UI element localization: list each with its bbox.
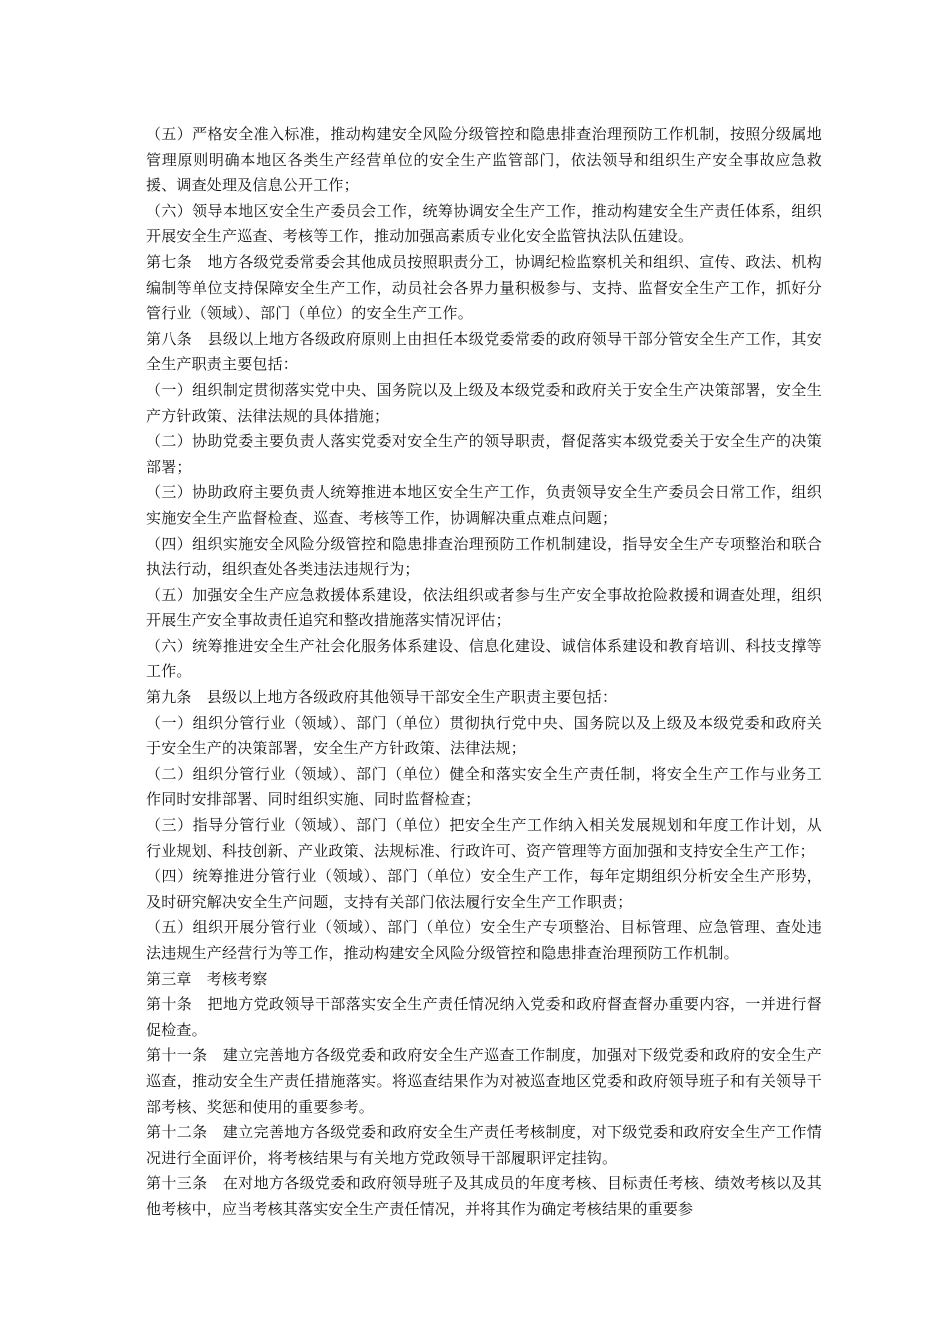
document-body — [146, 122, 822, 1223]
article-9-item-4: （四）统筹推进分管行业（领域）、部门（单位）安全生产工作，每年定期组织分析安全生产形势，及时研究解决安全生产问题，支持有关部门依法履行安全生产工作职责； — [146, 867, 822, 911]
article-9-item-1: （一）组织分管行业（领域）、部门（单位）贯彻执行党中央、国务院以及上级及本级党委和政府关于安全生产的决策部署，安全生产方针政策、法律法规； — [146, 713, 822, 758]
paragraph-item-6: （六）领导本地区安全生产委员会工作，统筹协调安全生产工作，推动构建安全生产责任体系，组织开展安全生产巡查、考核等工作，推动加强高素质专业化安全监管执法队伍建设。 — [146, 201, 822, 246]
article-8-item-1: （一）组织制定贯彻落实党中央、国务院以及上级及本级党委和政府关于安全生产决策部署，安全生产方针政策、法律法规的具体措施； — [146, 380, 822, 425]
article-8-item-6: （六）统筹推进安全生产社会化服务体系建设、信息化建设、诚信体系建设和教育培训、科技支撑等工作。 — [146, 636, 822, 681]
article-7: 第七条 地方各级党委常委会其他成员按照职责分工，协调纪检监察机关和组织、宣传、政法、机构编制等单位支持保障安全生产工作，动员社会各界力量积极参与、支持、监督安全生产工作，抓好分管行业（领域）、部门（单位）的安全生产工作。 — [146, 252, 822, 323]
article-12: 第十二条 建立完善地方各级党委和政府安全生产责任考核制度，对下级党委和政府安全生产工作情况进行全面评价，将考核结果与有关地方党政领导干部履职评定挂钩。 — [146, 1123, 822, 1167]
article-9-item-2: （二）组织分管行业（领域）、部门（单位）健全和落实安全生产责任制，将安全生产工作与业务工作同时安排部署、同时组织实施、同时监督检查； — [146, 764, 822, 809]
article-8: 第八条 县级以上地方各级政府原则上由担任本级党委常委的政府领导干部分管安全生产工作，其安全生产职责主要包括： — [146, 329, 822, 374]
article-13: 第十三条 在对地方各级党委和政府领导班子及其成员的年度考核、目标责任考核、绩效考核以及其他考核中，应当考核其落实安全生产责任情况，并将其作为确定考核结果的重要参 — [146, 1174, 822, 1218]
article-8-item-2: （二）协助党委主要负责人落实党委对安全生产的领导职责，督促落实本级党委关于安全生产的决策部署； — [146, 432, 822, 476]
article-8-item-5: （五）加强安全生产应急救援体系建设，依法组织或者参与生产安全事故抢险救援和调查处理，组织开展生产安全事故责任追究和整改措施落实情况评估； — [146, 585, 822, 630]
article-9: 第九条 县级以上地方各级政府其他领导干部安全生产职责主要包括： — [146, 688, 618, 707]
article-11: 第十一条 建立完善地方各级党委和政府安全生产巡查工作制度，加强对下级党委和政府的安全生产巡查，推动安全生产责任措施落实。将巡查结果作为对被巡查地区党委和政府领导班子和有关领导干部考核、奖惩和使用的重要参考。 — [146, 1046, 822, 1116]
article-8-item-3: （三）协助政府主要负责人统筹推进本地区安全生产工作，负责领导安全生产委员会日常工作，组织实施安全生产监督检查、巡查、考核等工作，协调解决重点难点问题； — [146, 483, 822, 527]
paragraph-item-5: （五）严格安全准入标准，推动构建安全风险分级管控和隐患排查治理预防工作机制，按照分级属地管理原则明确本地区各类生产经营单位的安全生产监管部门，依法领导和组织生产安全事故应急救援、调查处理及信息公开工作； — [146, 125, 822, 195]
article-8-item-4: （四）组织实施安全风险分级管控和隐患排查治理预防工作机制建设，指导安全生产专项整治和联合执法行动，组织查处各类违法违规行为； — [146, 534, 822, 579]
article-10: 第十条 把地方党政领导干部落实安全生产责任情况纳入党委和政府督查督办重要内容，一并进行督促检查。 — [146, 995, 822, 1039]
article-9-item-5: （五）组织开展分管行业（领域）、部门（单位）安全生产专项整治、目标管理、应急管理、查处违法违规生产经营行为等工作，推动构建安全风险分级管控和隐患排查治理预防工作机制。 — [146, 918, 822, 962]
article-9-item-3: （三）指导分管行业（领域）、部门（单位）把安全生产工作纳入相关发展规划和年度工作计划，从行业规划、科技创新、产业政策、法规标准、行政许可、资产管理等方面加强和支持安全生产工作； — [146, 816, 822, 860]
chapter-3-heading: 第三章 考核考察 — [146, 969, 268, 988]
